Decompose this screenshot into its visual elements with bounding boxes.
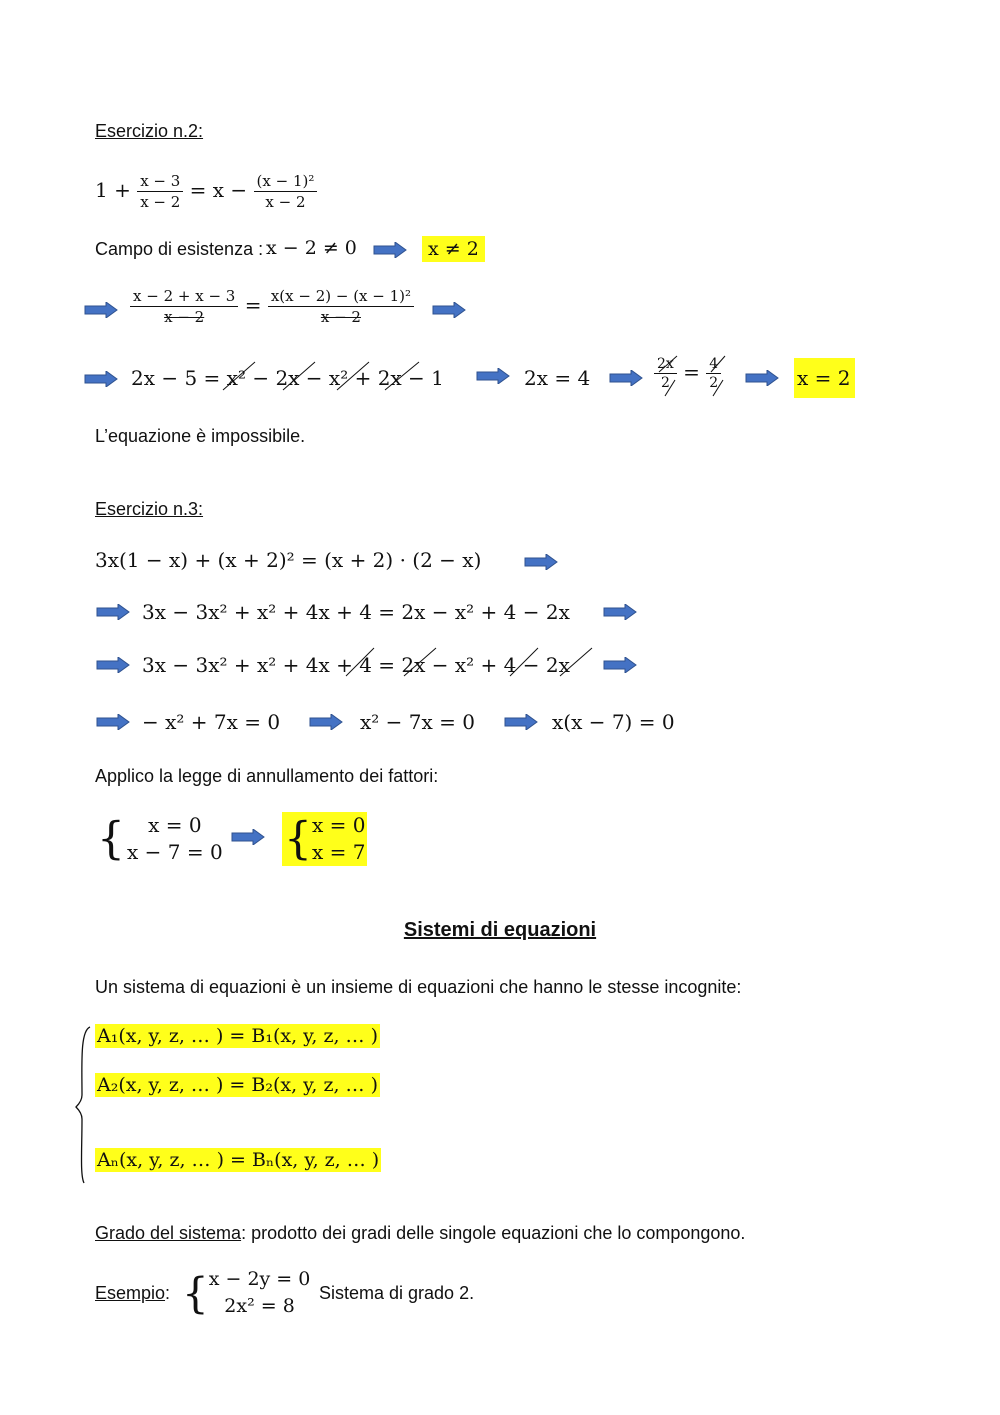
exercise-3-system-b: [282, 812, 367, 866]
exercise-2-step-1: $\frac{x - 2 + x - 3}{x - 2}$ = $\frac{\text{x(x − 2) − (x − 1)²}}{x - 2}$: [130, 287, 414, 326]
right-arrow-icon: [84, 371, 118, 387]
cancellation-strokes: [340, 644, 600, 680]
exercise-2-equation: [95, 172, 317, 211]
left-brace: {: [182, 1268, 209, 1318]
exercise-2-step-2: 2x − 5 = x² − 2x − x² + 2x − 1: [131, 366, 444, 390]
exercise-3-line-4b: x² − 7x = 0: [360, 710, 475, 734]
left-brace: {: [284, 813, 312, 865]
fraction-numerator: x − 2 + x − 3: [130, 287, 238, 307]
system-row: x = 7: [312, 840, 366, 864]
degree-label: Grado del sistema: [95, 1223, 242, 1243]
fraction-denominator: x − 2: [320, 308, 361, 326]
right-arrow-icon: [609, 370, 643, 386]
system-equation-n: Aₙ(x, y, z, … ) = Bₙ(x, y, z, … ): [97, 1149, 380, 1171]
exercise-3-line-4a: − x² + 7x = 0: [142, 710, 281, 734]
exercise-3-line-1: 3x(1 − x) + (x + 2)² = (x + 2) · (2 − x): [95, 548, 482, 572]
degree-text: : prodotto dei gradi delle singole equazioni che lo compongono.: [241, 1223, 746, 1243]
exercise-3-line-3: 3x − 3x² + x² + 4x + 4 = 2x − x² + 4 − 2x: [142, 653, 570, 677]
example-colon: :: [165, 1283, 171, 1303]
right-arrow-icon: [96, 714, 130, 730]
fraction-denominator: x − 2: [164, 308, 205, 326]
fraction-denominator: 2: [660, 375, 670, 391]
system-row: x − 2y = 0: [208, 1268, 311, 1290]
right-arrow-icon: [96, 604, 130, 620]
exercise-2-result: x = 2: [794, 358, 855, 398]
section-intro: Un sistema di equazioni è un insieme di equazioni che hanno le stesse incognite:: [95, 977, 742, 997]
degree-definition: [95, 1223, 745, 1244]
fraction-numerator: x − 3: [137, 172, 183, 192]
domain-label: Campo di esistenza :: [95, 239, 264, 259]
fraction-denominator: x − 2: [140, 193, 181, 211]
example-system: [182, 1266, 310, 1320]
right-arrow-icon: [373, 242, 407, 258]
fraction-1: [137, 172, 183, 211]
equation-middle: = x −: [189, 178, 248, 202]
fraction-numerator: 2x: [654, 356, 677, 374]
right-arrow-icon: [524, 554, 558, 570]
system-equation-1: A₁(x, y, z, … ) = B₁(x, y, z, … ): [97, 1025, 378, 1047]
exercise-2-step-2b: 2x = 4: [524, 366, 591, 390]
right-arrow-icon: [432, 302, 466, 318]
system-row: x = 0: [148, 813, 202, 837]
right-arrow-icon: [603, 657, 637, 673]
example-label-wrap: [95, 1283, 170, 1304]
equation-lhs: 1 +: [95, 178, 131, 202]
exercise-2-conclusion: L’equazione è impossibile.: [95, 426, 306, 446]
fraction-numerator: 4: [706, 356, 721, 374]
exercise-3-line-2: 3x − 3x² + x² + 4x + 4 = 2x − x² + 4 − 2x: [142, 600, 570, 624]
domain-result: x ≠ 2: [422, 236, 485, 262]
fraction-2: [254, 172, 318, 211]
fraction-right: [268, 287, 414, 326]
example-label: Esempio: [95, 1283, 166, 1303]
exercise-3-title: Esercizio n.3:: [95, 499, 204, 519]
right-arrow-icon: [603, 604, 637, 620]
fraction-denominator: 2: [709, 375, 719, 391]
exercise-3-line-4c: x(x − 7) = 0: [552, 710, 675, 734]
right-arrow-icon: [309, 714, 343, 730]
left-brace-icon: [74, 1025, 94, 1185]
right-arrow-icon: [84, 302, 118, 318]
fraction-left: [130, 287, 238, 326]
cancellation-strokes: [655, 354, 730, 400]
section-heading: Sistemi di equazioni: [403, 919, 597, 941]
exercise-3-system-a: [97, 812, 223, 866]
fraction-numerator: (x − 1)²: [254, 172, 318, 192]
right-arrow-icon: [745, 370, 779, 386]
system-row: x − 7 = 0: [127, 840, 223, 864]
example-note: Sistema di grado 2.: [319, 1283, 475, 1303]
right-arrow-icon: [231, 829, 265, 845]
right-arrow-icon: [476, 368, 510, 384]
right-arrow-icon: [504, 714, 538, 730]
exercise-3-law: Applico la legge di annullamento dei fattori:: [95, 766, 439, 786]
cancellation-strokes: [215, 358, 425, 394]
right-arrow-icon: [96, 657, 130, 673]
exercise-2-title: Esercizio n.2:: [95, 121, 204, 141]
left-brace: {: [97, 813, 125, 865]
system-equation-2: A₂(x, y, z, … ) = B₂(x, y, z, … ): [97, 1074, 378, 1096]
system-row: 2x² = 8: [224, 1295, 295, 1317]
fraction-numerator: x(x − 2) − (x − 1)²: [268, 287, 414, 307]
system-row: x = 0: [312, 813, 366, 837]
fraction-denominator: x − 2: [265, 193, 306, 211]
domain-expression: x − 2 ≠ 0: [266, 237, 357, 259]
exercise-2-step-2c: $\frac{2x}{2}$ = $\frac{4}{2}$: [654, 356, 721, 391]
